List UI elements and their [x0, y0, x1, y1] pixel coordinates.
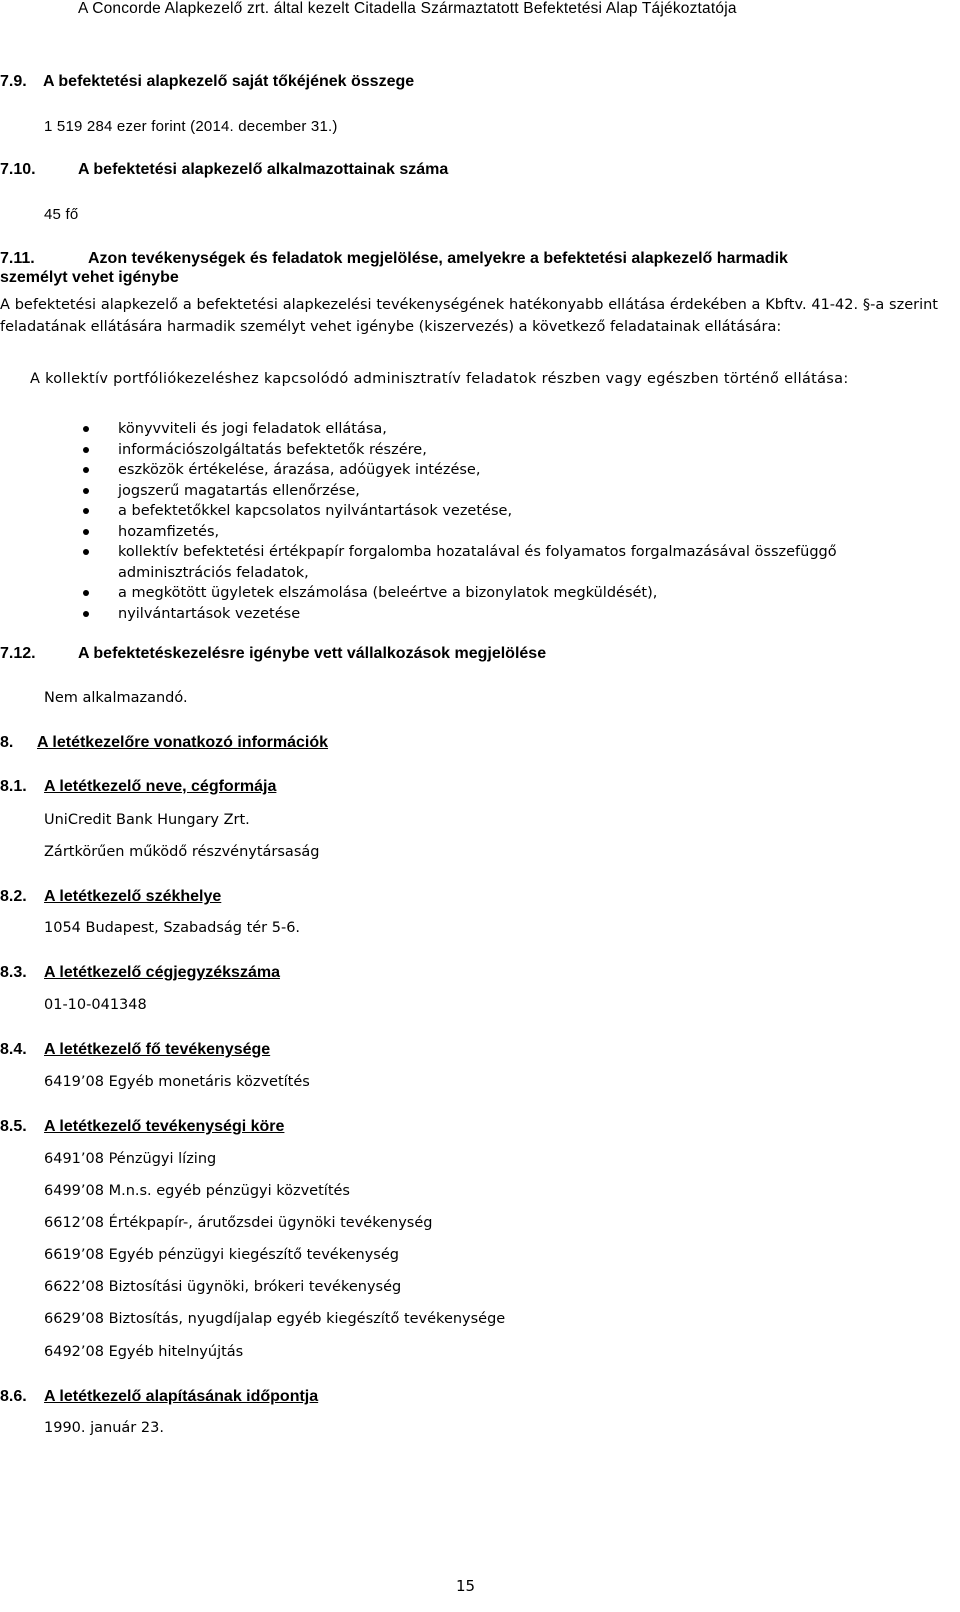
list-item-text: a befektetőkkel kapcsolatos nyilvántartások vezetése,: [118, 503, 513, 519]
list-item-text: eszközök értékelése, árazása, adóügyek intézése,: [118, 462, 481, 478]
list-item-text: információszolgáltatás befektetők részére,: [118, 441, 427, 458]
section-title-7-11: Azon tevékenységek és feladatok megjelölése, amelyekre a befektetési alapkezelő harmadik: [88, 250, 788, 267]
activity-item: 6491’08 Pénzügyi lízing: [44, 1151, 217, 1167]
bullet-icon: [83, 467, 89, 473]
company-registration-number: 01-10-041348: [44, 997, 147, 1013]
section-title-7-10: A befektetési alapkezelő alkalmazottainak száma: [78, 161, 449, 178]
section-number-7-10: 7.10.: [0, 161, 36, 178]
list-item: [78, 419, 958, 440]
section-number-8-3: 8.3.: [0, 964, 27, 981]
section-number-8-5: 8.5.: [0, 1118, 27, 1135]
section-number-7-9: 7.9.: [0, 73, 27, 90]
section-title-8-2: A letétkezelő székhelye: [44, 888, 222, 905]
employee-count: 45 fő: [44, 206, 79, 223]
outsourced-tasks-list: [78, 419, 958, 624]
list-item: [78, 542, 938, 583]
list-item-text: hozamfizetés,: [118, 523, 220, 540]
activity-item: 6619’08 Egyéb pénzügyi kiegészítő tevékenység: [44, 1247, 399, 1263]
list-item: [78, 481, 958, 502]
not-applicable-text: Nem alkalmazandó.: [44, 690, 188, 706]
main-activity: 6419’08 Egyéb monetáris közvetítés: [44, 1074, 310, 1090]
admin-tasks-paragraph: A kollektív portfóliókezeléshez kapcsolódó adminisztratív feladatok részben vagy egészben történő ellátása:: [30, 371, 849, 387]
section-number-8-1: 8.1.: [0, 778, 27, 795]
page-number: 15: [456, 1577, 476, 1595]
activity-item: 6622’08 Biztosítási ügynöki, brókeri tevékenység: [44, 1279, 402, 1295]
custodian-name: UniCredit Bank Hungary Zrt.: [44, 812, 250, 828]
section-title-8-6: A letétkezelő alapításának időpontja: [44, 1388, 319, 1405]
section-number-8: 8.: [0, 734, 14, 751]
activity-item: 6629’08 Biztosítás, nyugdíjalap egyéb kiegészítő tevékenysége: [44, 1311, 506, 1327]
section-title-8-4: A letétkezelő fő tevékenysége: [44, 1041, 271, 1058]
activity-item: 6492’08 Egyéb hitelnyújtás: [44, 1344, 244, 1360]
section-title-7-11-cont: személyt vehet igénybe: [0, 269, 179, 286]
section-title-8-3: A letétkezelő cégjegyzékszáma: [44, 964, 280, 981]
section-number-7-11: 7.11.: [0, 250, 35, 267]
section-title-7-12: A befektetéskezelésre igénybe vett vállalkozások megjelölése: [78, 645, 547, 662]
list-item: [78, 460, 958, 481]
bullet-icon: [83, 447, 89, 453]
bullet-icon: [83, 488, 89, 494]
bullet-icon: [83, 611, 89, 617]
list-item: [78, 583, 958, 604]
founding-date: 1990. január 23.: [44, 1420, 164, 1436]
activity-item: 6612’08 Értékpapír-, árutőzsdei ügynöki tevékenység: [44, 1215, 433, 1231]
list-item-text: könyvviteli és jogi feladatok ellátása,: [118, 421, 387, 437]
bullet-icon: [83, 529, 89, 535]
list-item: [78, 501, 958, 522]
list-item: [78, 522, 958, 543]
section-title-8-5: A letétkezelő tevékenységi köre: [44, 1118, 285, 1135]
list-item: [78, 440, 958, 461]
bullet-icon: [83, 549, 89, 555]
section-number-7-12: 7.12.: [0, 645, 36, 662]
section-number-8-6: 8.6.: [0, 1388, 27, 1405]
equity-value: 1 519 284 ezer forint (2014. december 31.): [44, 118, 338, 135]
bullet-icon: [83, 590, 89, 596]
list-item-text: jogszerű magatartás ellenőrzése,: [118, 482, 360, 499]
bullet-icon: [83, 426, 89, 432]
section-title-7-9: A befektetési alapkezelő saját tőkéjének összege: [43, 73, 415, 90]
list-item: [78, 604, 958, 625]
list-item-text: nyilvántartások vezetése: [118, 605, 301, 622]
activity-item: 6499’08 M.n.s. egyéb pénzügyi közvetítés: [44, 1183, 350, 1199]
custodian-company-form: Zártkörűen működő részvénytársaság: [44, 844, 320, 860]
section-number-8-4: 8.4.: [0, 1041, 27, 1058]
page-header: A Concorde Alapkezelő zrt. által kezelt Citadella Származtatott Befektetési Alap Tájékoztatója: [78, 0, 737, 17]
custodian-address: 1054 Budapest, Szabadság tér 5-6.: [44, 920, 301, 936]
bullet-icon: [83, 508, 89, 514]
list-item-text: a megkötött ügyletek elszámolása (beleértve a bizonylatok megküldését),: [118, 585, 658, 601]
section-title-8: A letétkezelőre vonatkozó információk: [37, 734, 329, 751]
list-item-text: kollektív befektetési értékpapír forgalomba hozatalával és folyamatos forgalmazásával összefüggő adminisztrációs feladatok,: [118, 544, 837, 581]
section-title-8-1: A letétkezelő neve, cégformája: [44, 778, 277, 795]
section-number-8-2: 8.2.: [0, 888, 27, 905]
outsourcing-paragraph: A befektetési alapkezelő a befektetési alapkezelési tevékenységének hatékonyabb ellátása érdekében a Kbftv. 41-42. §-a szerint feladatának ellátására harmadik személyt vehet igénybe (kiszervezés) a következő feladatainak ellátására:: [0, 297, 938, 335]
